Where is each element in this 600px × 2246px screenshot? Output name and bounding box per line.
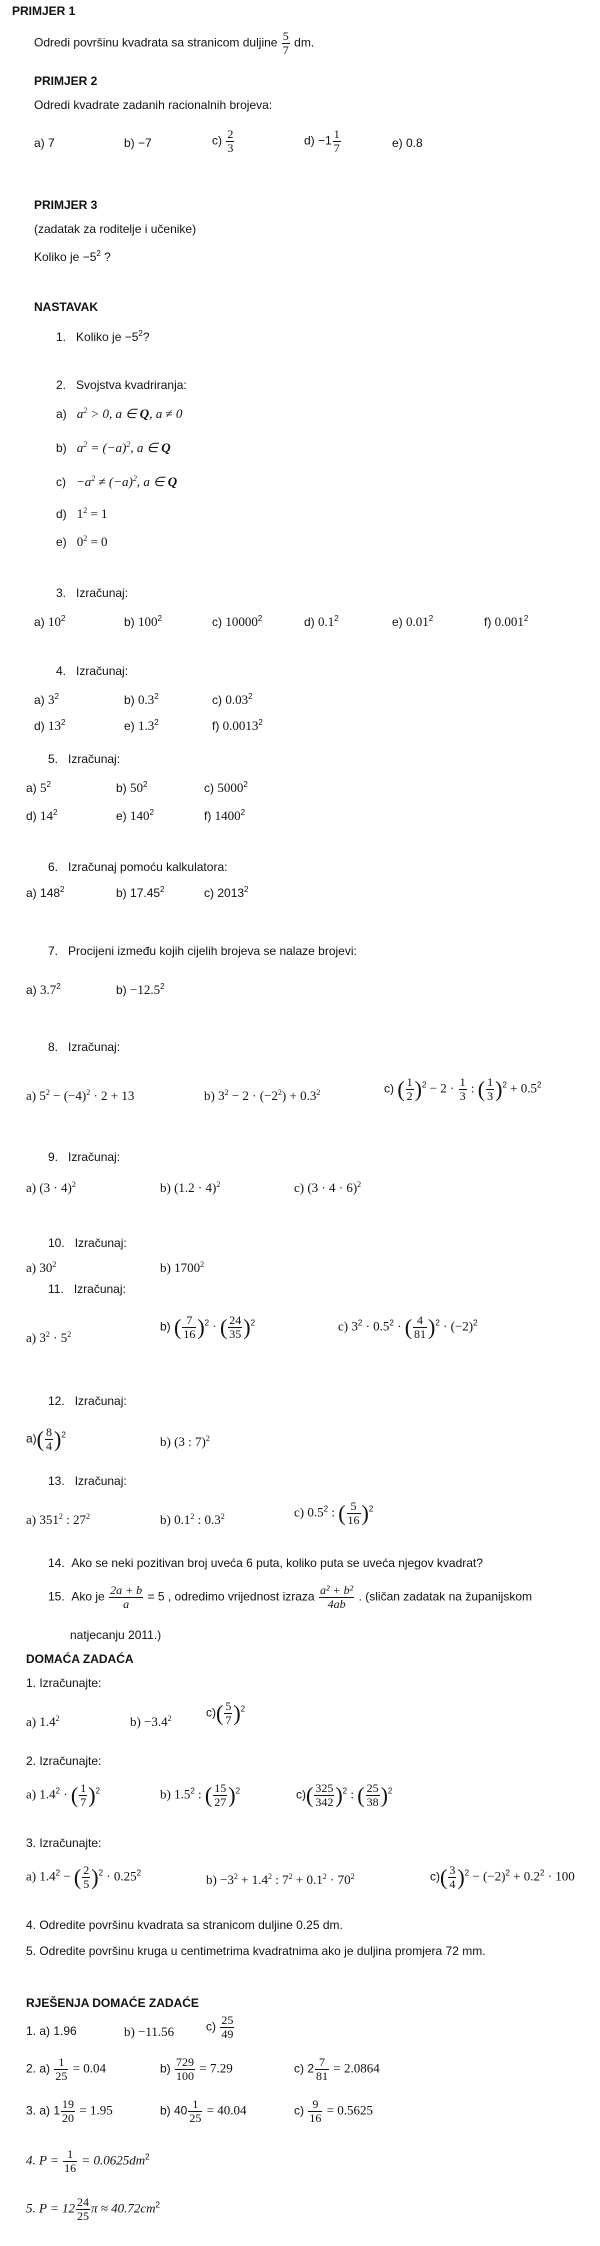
solution-2b: b) $\frac{729}{100}$ = 7.29 (160, 2055, 233, 2083)
t11-item-c: c) $3^2 \cdot 0.5^2$ · ( $\frac{4}{81}$ )$^2 \cdot (-2)^2$ (338, 1313, 478, 1341)
t10-item-a: a) $30^2$ (26, 1260, 57, 1275)
t4-item-e: e) $1.3^2$ (124, 718, 159, 733)
task-9-title: 9. Izračunaj: (48, 1150, 121, 1164)
solution-2c: c) 2 $\frac{7}{81}$ = 2.0864 (294, 2055, 380, 2083)
t12-item-b: b) (3 : 7)$^2$ (160, 1434, 210, 1449)
p2-item-c: c) $\frac{2}{3}$ (212, 127, 234, 155)
solution-5: 5. P = 12 $\frac{24}{25}$ $\pi \approx 40.72cm^2$ (26, 2195, 160, 2223)
heading-domaca-zadaca: DOMAĆA ZADAĆA (26, 1652, 134, 1666)
solution-1c: c) $\frac{25}{49}$ (206, 2013, 234, 2041)
t8-item-a: a) $5^2 - (-4)^2 \cdot 2 + 13$ (26, 1088, 135, 1103)
heading-primjer-3: PRIMJER 3 (34, 198, 98, 212)
t8-item-b: b) $3^2 - 2 \cdot (-2^2) + 0.3^2$ (204, 1088, 321, 1103)
t5-item-f: f) 1400$^2$ (204, 808, 246, 823)
task-3-title: 3. Izračunaj: (56, 586, 129, 600)
p2-item-d: d) −1 $\frac{1}{7}$ (304, 127, 340, 155)
task-14: 14. Ako se neki pozitivan broj uveća 6 puta, koliko puta se uveća njegov kvadrat? (48, 1556, 483, 1570)
solution-2a: 2. a) $\frac{1}{25}$ = 0.04 (26, 2055, 107, 2083)
solution-1: 1. a) 1.96 (26, 2024, 77, 2038)
t11-item-b: b) ( $\frac{7}{16}$ )$^2$ · ( $\frac{24}{35}$ )$^2$ (160, 1313, 256, 1341)
property-e: e) $0^2 = 0$ (56, 534, 108, 549)
t4-item-f: f) 0.0013$^2$ (212, 718, 263, 733)
t5-item-e: e) $140^2$ (116, 808, 154, 823)
t6-item-b: b) 17.45$^2$ (116, 885, 165, 900)
t3-item-d: d) $0.1^2$ (304, 614, 339, 629)
hw-3c: c)( $\frac{3}{4}$ )$^2 - (-2)^2 + 0.2^2 \cdot 100$ (430, 1863, 575, 1891)
solution-3c: c) $\frac{9}{16}$ = 0.5625 (294, 2097, 374, 2125)
t7-item-a: a) $3.7^2$ (26, 982, 61, 997)
t3-item-a: a) $10^2$ (34, 614, 66, 629)
t6-item-c: c) 2013$^2$ (204, 885, 249, 900)
heading-primjer-2: PRIMJER 2 (34, 74, 98, 88)
t4-item-a: a) $3^2$ (34, 692, 59, 707)
unit: dm. (294, 35, 315, 50)
t13-item-b: b) $0.1^2$ : $0.3^2$ (160, 1512, 225, 1527)
hw-3a: a) $1.4^2$ − ( $\frac{2}{5}$ )$^2 \cdot 0.25^2$ (26, 1863, 142, 1891)
t5-item-c: c) 5000$^2$ (204, 780, 248, 795)
task-10-title: 10. Izračunaj: (48, 1236, 127, 1250)
t3-item-f: f) 0.001$^2$ (484, 614, 529, 629)
t4-item-b: b) $0.3^2$ (124, 692, 159, 707)
hw-3-title: 3. Izračunajte: (26, 1836, 102, 1850)
t3-item-c: c) 10000$^2$ (212, 614, 263, 629)
task-6-title: 6. Izračunaj pomoću kalkulatora: (48, 860, 228, 874)
t12-item-a: a)( $\frac{8}{4}$ )$^2$ (26, 1425, 66, 1453)
primjer-3-note: (zadatak za roditelje i učenike) (34, 222, 197, 236)
task-2-title: 2. Svojstva kvadriranja: (56, 378, 187, 392)
t4-item-d: d) $13^2$ (34, 718, 66, 733)
t7-item-b: $b) -12.5^2$ (116, 982, 165, 997)
t10-item-b: b) 1700$^2$ (160, 1260, 205, 1275)
t4-item-c: c) 0.03$^2$ (212, 692, 253, 707)
hw-1-title: 1. Izračunajte: (26, 1676, 102, 1690)
property-c: c) $-a^2 \ne (-a)^2$, a ∈ Q (56, 474, 178, 489)
property-d: d) $1^2 = 1$ (56, 506, 108, 521)
t6-item-a: a) $148^2$ (26, 885, 65, 900)
primjer-2-text: Odredi kvadrate zadanih racionalnih brojeva: (34, 98, 273, 112)
property-a: a) $a^2 > 0$, a ∈ Q, a ≠ 0 (56, 406, 183, 421)
hw-5: 5. Odredite površinu kruga u centimetrima kvadratnima ako je duljina promjera 72 mm. (26, 1944, 486, 1958)
t5-item-d: d) $14^2$ (26, 808, 58, 823)
t5-item-a: a) $5^2$ (26, 780, 51, 795)
solution-1b: b) −11.56 (124, 2024, 175, 2039)
task-7-title: 7. Procijeni između kojih cijelih brojeva se nalaze brojevi: (48, 944, 357, 958)
hw-2-title: 2. Izračunajte: (26, 1754, 102, 1768)
t11-item-a: a) $3^2 \cdot 5^2$ (26, 1330, 72, 1345)
solution-3a: 3. a) 1 $\frac{19}{20}$ = 1.95 (26, 2097, 113, 2125)
p2-item-e: e) 0.8 (392, 136, 423, 150)
task-11-title: 11. Izračunaj: (48, 1282, 126, 1296)
primjer-1-question: Odredi površinu kvadrata sa stranicom duljine (34, 35, 278, 50)
t3-item-e: e) 0.01$^2$ (392, 614, 434, 629)
task-12-title: 12. Izračunaj: (48, 1394, 127, 1408)
t9-item-a: a) $(3 \cdot 4)^2$ (26, 1180, 76, 1195)
task-1: 1. Koliko je $-5^2$? (56, 329, 150, 344)
solution-4: 4. P = $\frac{1}{16}$ = $0.0625dm^2$ (26, 2147, 150, 2175)
solution-3b: b) 40 $\frac{1}{25}$ = 40.04 (160, 2097, 247, 2125)
p2-item-b: b) −7 (124, 136, 152, 150)
heading-rjesenja: RJEŠENJA DOMAĆE ZADAĆE (26, 1996, 199, 2010)
heading-nastavak: NASTAVAK (34, 300, 98, 314)
task-5-title: 5. Izračunaj: (48, 752, 121, 766)
primjer-3-question: Koliko je $-5^2$ ? (34, 249, 111, 264)
task-15-line-2: natjecanju 2011.) (70, 1628, 162, 1642)
hw-1c: c)( $\frac{5}{7}$ )$^2$ (206, 1699, 246, 1727)
task-8-title: 8. Izračunaj: (48, 1040, 121, 1054)
t8-item-c: c) ( $\frac{1}{2}$ )$^2$ − 2 · $\frac{1}{3}$ : ( $\frac{1}{3}$ )$^2 + 0.5^2$ (384, 1075, 542, 1103)
property-b: b) $a^2 = (-a)^2$, a ∈ Q (56, 440, 171, 455)
t13-item-c: c) $0.5^2$ : ( $\frac{5}{16}$ )$^2$ (294, 1499, 374, 1527)
hw-3b: $b) -3^2 + 1.4^2$ : $7^2 + 0.1^2 \cdot 70^2$ (206, 1872, 355, 1887)
t3-item-b: b) $100^2$ (124, 614, 162, 629)
hw-1a: a) $1.4^2$ (26, 1714, 60, 1729)
hw-1b: $b) -3.4^2$ (130, 1714, 172, 1729)
t13-item-a: a) $351^2$ : $27^2$ (26, 1512, 90, 1527)
t5-item-b: b) $50^2$ (116, 780, 148, 795)
task-13-title: 13. Izračunaj: (48, 1474, 127, 1488)
t9-item-b: b) $(1.2 \cdot 4)^2$ (160, 1180, 221, 1195)
hw-4: 4. Odredite površinu kvadrata sa stranicom duljine 0.25 dm. (26, 1918, 343, 1932)
heading-primjer-1: PRIMJER 1 (12, 4, 76, 18)
fraction: $\frac{5}{7}$ (282, 29, 289, 57)
hw-2b: b) $1.5^2$ : ( $\frac{15}{27}$ )$^2$ (160, 1781, 241, 1809)
hw-2c: c)( $\frac{325}{342}$ )$^2$ : ( $\frac{25}{38}$ )$^2$ (296, 1781, 393, 1809)
task-4-title: 4. Izračunaj: (56, 664, 129, 678)
task-15: 15. Ako je $\frac{2a + b}{a}$ = 5 , odredimo vrijednost izraza $\frac{\text{a² + b²}}{4ab}$ . (sličan zadatak na županijskom (48, 1583, 533, 1611)
t9-item-c: c) $(3 \cdot 4 \cdot 6)^2$ (294, 1180, 362, 1195)
primjer-1-text (34, 30, 314, 57)
p2-item-a: a) 7 (34, 136, 55, 150)
hw-2a: a) $1.4^2$ · ( $\frac{1}{7}$ )$^2$ (26, 1781, 101, 1809)
